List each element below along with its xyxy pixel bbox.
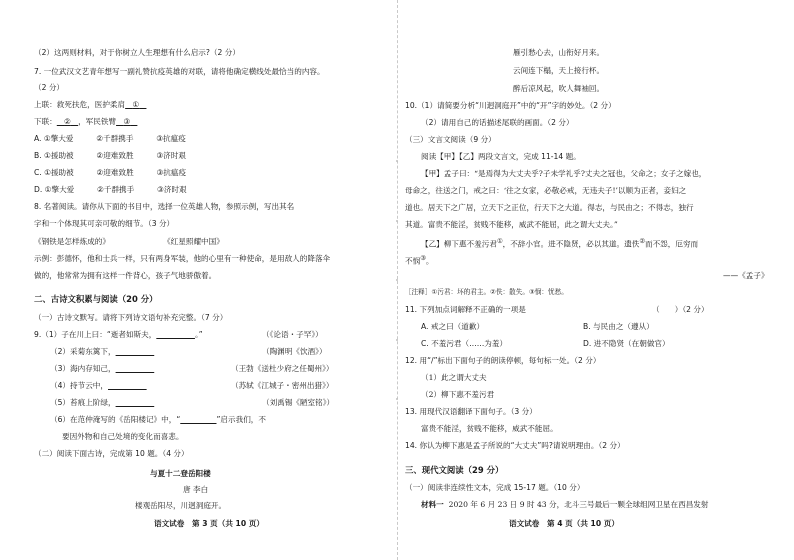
couplet-lower (34, 116, 137, 127)
q9-2-source: （陶渊明《饮酒》） (262, 347, 327, 356)
couplet-lower-text: ，军民铁臂 (78, 117, 117, 126)
q9-1: 9.（1）子在川上曰：“逝者如斯夫， 。” (34, 330, 203, 339)
q7-option-c: C. ①援助被 ②迎难致胜 ③抗瘟疫 (34, 168, 187, 177)
answer-blank[interactable] (156, 330, 195, 339)
poem-title: 与夏十二登岳阳楼 (150, 469, 211, 478)
poem-author: 唐 李白 (183, 485, 209, 494)
q10-2: （2）请用自己的话描述尾联的画面。（2 分） (421, 118, 574, 127)
q9-4-source: （苏轼《江城子・密州出猎》） (231, 381, 334, 390)
section-2-heading: 二、古诗文积累与阅读（20 分） (34, 294, 158, 304)
material-1-label: 材料一 (421, 500, 444, 509)
passage-jia-4: 其道。富贵不能淫，贫贱不能移，威武不能屈，此之谓大丈夫。” (405, 220, 618, 229)
couplet-upper-text: 上联：救死扶危，医护柔肩 (34, 100, 126, 109)
blank-2: ② (64, 117, 71, 126)
passage-jia-1: 【甲】孟子曰：“是焉得为大丈夫乎?子未学礼乎?丈夫之冠也，父命之；女子之嫁也， (421, 169, 707, 178)
q12-2: （2）柳下惠不羞污君 (421, 390, 495, 399)
poem-line-1: 楼观岳阳尽，川迥洞庭开。 (135, 501, 227, 510)
passage-yi-1: 【乙】柳下惠不羞污君①，不辞小官。进不隐贤，必以其道。遗佚②而不怨，厄穷而 (421, 238, 699, 249)
material-1 (421, 499, 709, 510)
q14-stem: 14. 你认为柳下惠是孟子所说的“大丈夫”吗?请说明理由。（2 分） (405, 441, 625, 450)
passage-instruction: 阅读【甲】【乙】两段文言文，完成 11-14 题。 (421, 152, 581, 161)
q9-4: （4）持节云中， (50, 380, 147, 391)
answer-blank[interactable] (116, 347, 155, 356)
q11-stem: 11. 下列加点词解释不正确的一项是 (405, 305, 526, 314)
q7-option-a: A. ①擎大爱 ②千群携手 ③抗瘟疫 (34, 134, 186, 143)
q10-1: 10.（1）请简要分析“川迥洞庭开”中的“开”字的妙处。（2 分） (405, 101, 616, 110)
q11-option-d: D. 进不隐贤（在朝做官） (583, 339, 670, 348)
q11-option-c: C. 不羞污君（……为羞） (421, 339, 508, 348)
q9-6-cont: 要因外物和自己处境的变化而喜悲。 (62, 432, 184, 441)
q11-option-b: B. 与民由之（遵从） (583, 322, 654, 331)
q9-3-source: （王勃《送杜少府之任蜀州》） (231, 364, 334, 373)
part-2-heading: （二）阅读下面古诗，完成第 10 题。（4 分） (34, 449, 189, 458)
passage-jia-2: 母命之，往送之门，戒之曰：‘往之女家，必敬必戒，无违夫子!’以顺为正者，妾妇之 (405, 186, 687, 195)
q7-option-b: B. ①援助被 ②迎难致胜 ③济时艰 (34, 151, 186, 160)
part-1-modern-heading: （一）阅读非连续性文本，完成 15-17 题。（10 分） (405, 483, 585, 492)
passage-source: ——《孟子》 (723, 271, 769, 280)
q9-1-source: （《论语・子罕》） (262, 330, 323, 339)
q7-stem: 7. 一位武汉文艺青年想写一副礼赞抗疫英雄的对联，请将他确定横线处最恰当的内容。 (34, 67, 325, 76)
poem-line-3: 云间连下榻，天上接行杯。 (513, 66, 605, 75)
answer-blank[interactable] (180, 415, 216, 424)
q9-5: （5）苔痕上阶绿， (50, 397, 154, 408)
couplet-lower-label: 下联： (34, 117, 57, 126)
q9-5-source: （刘禹锡《陋室铭》） (262, 398, 335, 407)
q7-option-d: D. ①擎大爱 ②千群携手 ③济时艰 (34, 185, 187, 194)
page-footer: 语文试卷 第 3 页（共 10 页） (154, 519, 264, 528)
q13-stem: 13. 用现代汉语翻译下面句子。（3 分） (405, 407, 537, 416)
q8-stem: 8. 名著阅读。请你从下面的书目中，选择一位英雄人物，参照示例，写出其名 (34, 202, 295, 211)
material-1-text: 2020 年 6 月 23 日 9 时 43 分，北斗三号最后一颗全球组网卫星在西昌发射 (448, 500, 709, 509)
part-3-heading: （三）文言文阅读（9 分） (405, 135, 496, 144)
exam-page-4 (397, 0, 794, 560)
q7-score: （2 分） (34, 83, 65, 92)
page-footer: 语文试卷 第 4 页（共 10 页） (509, 519, 619, 528)
answer-blank[interactable] (116, 398, 155, 407)
q6-part2: （2）这两则材料，对于你树立人生理想有什么启示?（2 分） (34, 48, 240, 57)
section-3-heading: 三、现代文阅读（29 分） (405, 465, 504, 475)
q8-books: 《钢铁是怎样炼成的》 《红星照耀中国》 (34, 237, 224, 246)
q8-example-cont: 做的，他常常为拥有这样一件背心，孩子气地骄傲着。 (34, 271, 217, 280)
q8-example: 示例：彭德怀，他和士兵一样，只有两身军装，他的心里有一种使命，是用敌人的降落伞 (34, 254, 331, 263)
q9-6: （6）在范仲淹写的《岳阳楼记》中，“ ”启示我们，不 (50, 415, 266, 424)
q9-3: （3）海内存知己， (50, 363, 154, 374)
annotation: ［注释］①污君：坏的君主。②佚：散失。③悯：忧愁。 (405, 288, 568, 296)
q11-option-a: A. 戒之曰（道歉） (421, 322, 485, 331)
part-1-heading: （一）古诗文默写。请将下列诗文语句补充完整。（7 分） (34, 313, 228, 322)
q11-answer-box[interactable]: （ ）（2 分） (652, 305, 709, 314)
blank-1: ① (132, 100, 140, 109)
blank-3: ③ (123, 117, 131, 126)
poem-line-4: 醉后凉风起，吹人舞袖回。 (513, 84, 605, 93)
answer-blank[interactable] (108, 381, 147, 390)
answer-blank[interactable] (116, 364, 155, 373)
couplet-upper (34, 99, 146, 110)
passage-yi-2: 不悯③。 (405, 255, 434, 266)
q12-stem: 12. 用“/”标出下面句子的朗读停顿，每句标一处。（2 分） (405, 356, 601, 365)
q12-1: （1）此之谓大丈夫 (421, 373, 487, 382)
poem-line-2: 雁引愁心去，山衔好月来。 (513, 48, 605, 57)
q13-sentence: 富贵不能淫，贫贱不能移，威武不能屈。 (421, 424, 558, 433)
passage-jia-3: 道也。居天下之广居，立天下之正位，行天下之大道。得志，与民由之；不得志，独行 (405, 203, 694, 212)
q8-stem-cont: 字和一个体现其可亲可敬的细节。（3 分） (34, 219, 175, 228)
q9-2: （2）采菊东篱下， (50, 346, 154, 357)
